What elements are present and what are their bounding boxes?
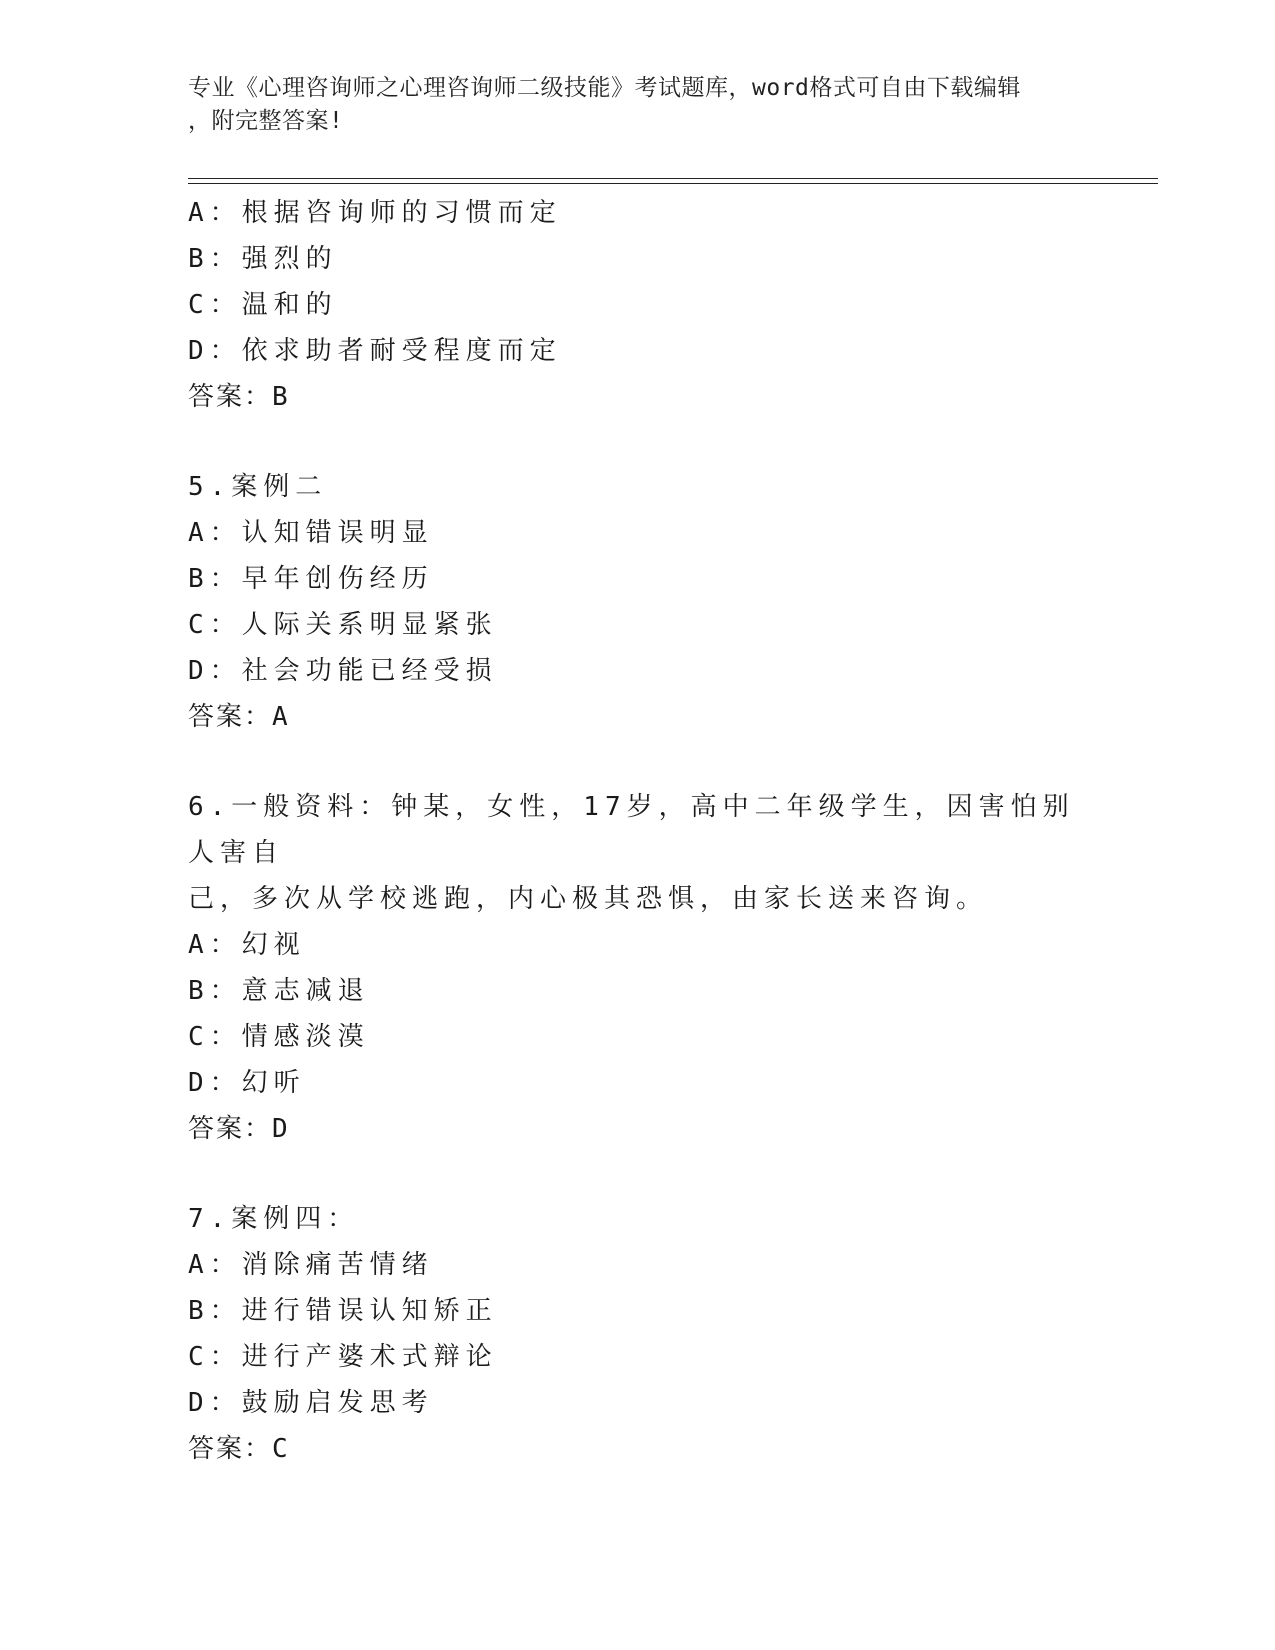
spacer	[188, 420, 1088, 464]
option-b: B：强烈的	[188, 244, 338, 274]
question-stem-continued: 己，多次从学校逃跑，内心极其恐惧，由家长送来咨询。	[188, 884, 989, 914]
question-stem: 7.案例四：	[188, 1204, 360, 1234]
option-c: C：情感淡漠	[188, 1022, 370, 1052]
spacer	[188, 740, 1088, 784]
option-a: A：幻视	[188, 930, 306, 960]
answer-label: 答案：A	[188, 702, 290, 732]
answer-label: 答案：B	[188, 382, 290, 412]
question-stem: 6.一般资料：钟某，女性，17岁，高中二年级学生，因害怕别人害自	[188, 792, 1075, 868]
header-line-1: 专业《心理咨询师之心理咨询师二级技能》考试题库，word格式可自由下载编辑	[188, 75, 1021, 101]
spacer	[188, 1152, 1088, 1196]
question-stem: 5.案例二	[188, 472, 328, 502]
answer-label: 答案：C	[188, 1434, 290, 1464]
header-line-2: ，附完整答案!	[188, 108, 344, 134]
option-a: A：认知错误明显	[188, 518, 434, 548]
option-b: B：进行错误认知矫正	[188, 1296, 498, 1326]
option-b: B：早年创伤经历	[188, 564, 434, 594]
document-header	[188, 72, 1088, 138]
question-block	[188, 464, 1088, 740]
option-a: A：消除痛苦情绪	[188, 1250, 434, 1280]
option-d: D：幻听	[188, 1068, 306, 1098]
option-d: D：社会功能已经受损	[188, 656, 498, 686]
header-divider-top	[188, 178, 1158, 179]
option-a: A：根据咨询师的习惯而定	[188, 198, 562, 228]
question-block	[188, 784, 1088, 1152]
option-c: C：人际关系明显紧张	[188, 610, 498, 640]
option-c: C：进行产婆术式辩论	[188, 1342, 498, 1372]
option-b: B：意志减退	[188, 976, 370, 1006]
question-list	[188, 190, 1088, 1472]
question-block	[188, 190, 1088, 420]
option-d: D：鼓励启发思考	[188, 1388, 434, 1418]
question-block	[188, 1196, 1088, 1472]
option-d: D：依求助者耐受程度而定	[188, 336, 562, 366]
header-divider-bottom	[188, 183, 1158, 184]
answer-label: 答案：D	[188, 1114, 290, 1144]
option-c: C：温和的	[188, 290, 338, 320]
